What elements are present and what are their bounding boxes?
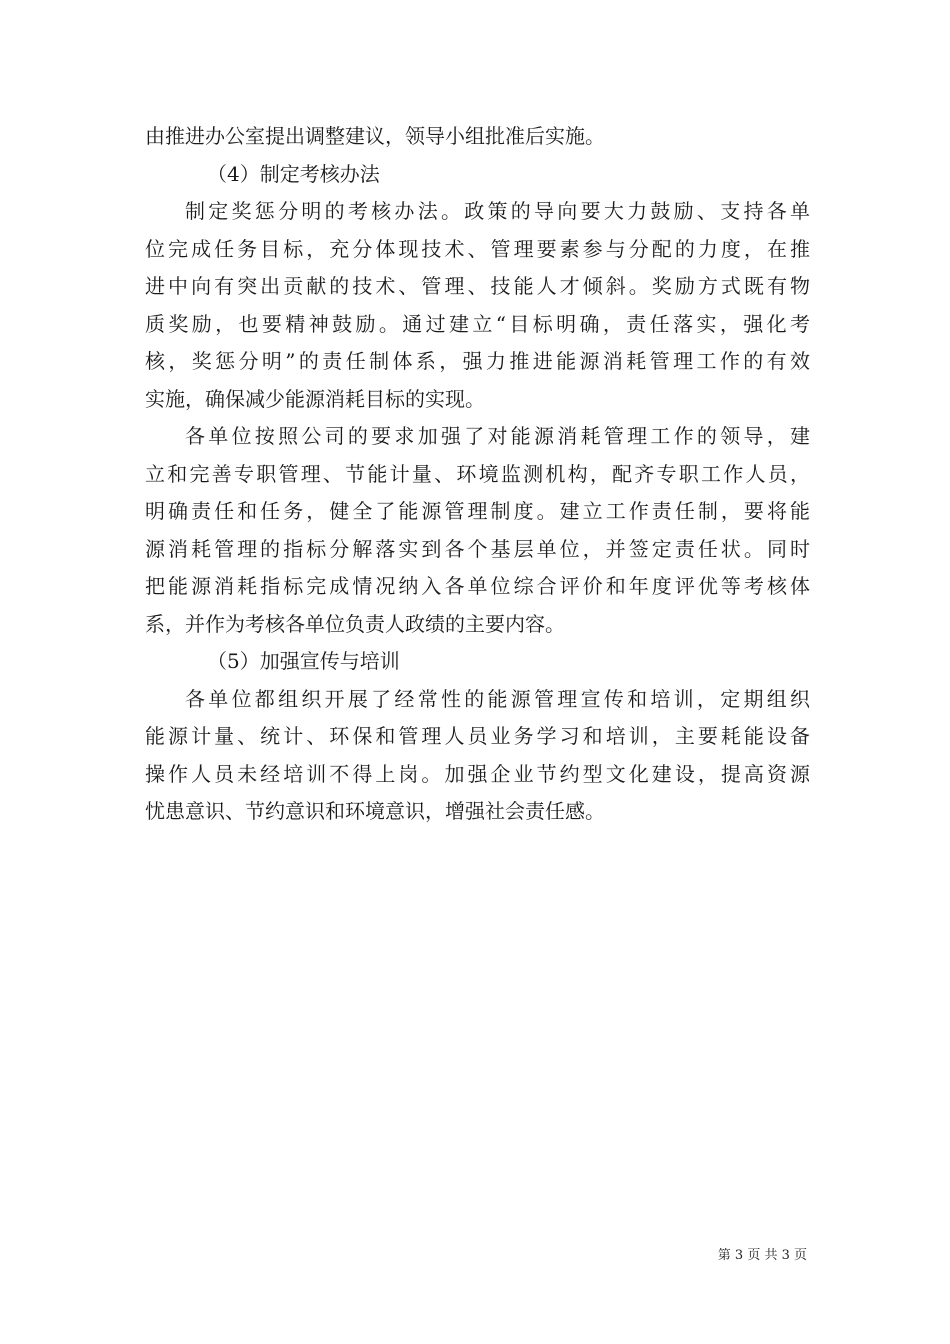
body-text-line: 忧患意识、节约意识和环境意识，增强社会责任感。 [145, 799, 605, 823]
paragraph-first-line: 各单位按照公司的要求加强了对能源消耗管理工作的领导，建 [185, 424, 810, 448]
paragraph-first-line: 各单位都组织开展了经常性的能源管理宣传和培训，定期组织 [185, 686, 810, 711]
page-number-footer: 第 3 页 共 3 页 [717, 1248, 807, 1263]
body-text-line: 操作人员未经培训不得上岗。加强企业节约型文化建设，提高资源 [145, 761, 810, 786]
body-text-line: 由推进办公室提出调整建议，领导小组批准后实施。 [145, 124, 605, 148]
paragraph-first-line: 制定奖惩分明的考核办法。政策的导向要大力鼓励、支持各单 [185, 199, 810, 223]
body-text-line: 实施，确保减少能源消耗目标的实现。 [145, 386, 485, 411]
body-text-line: 质奖励，也要精神鼓励。通过建立“目标明确，责任落实，强化考 [145, 311, 810, 336]
body-text-line: 位完成任务目标，充分体现技术、管理要素参与分配的力度，在推 [145, 236, 810, 261]
document-body [145, 118, 810, 831]
body-text-line: 系，并作为考核各单位负责人政绩的主要内容。 [145, 611, 565, 636]
body-text-line: 进中向有突出贡献的技术、管理、技能人才倾斜。奖励方式既有物 [145, 274, 810, 298]
section-heading: （4）制定考核办法 [207, 161, 380, 186]
body-text-line: 立和完善专职管理、节能计量、环境监测机构，配齐专职工作人员， [145, 461, 810, 486]
body-text-line: 把能源消耗指标完成情况纳入各单位综合评价和年度评优等考核体 [145, 574, 810, 598]
body-text-line: 源消耗管理的指标分解落实到各个基层单位，并签定责任状。同时 [145, 536, 810, 561]
body-text-line: 能源计量、统计、环保和管理人员业务学习和培训，主要耗能设备 [145, 724, 810, 748]
body-text-line: 明确责任和任务，健全了能源管理制度。建立工作责任制，要将能 [145, 499, 810, 523]
section-heading: （5）加强宣传与培训 [207, 649, 400, 673]
body-text-line: 核，奖惩分明”的责任制体系，强力推进能源消耗管理工作的有效 [145, 349, 810, 373]
